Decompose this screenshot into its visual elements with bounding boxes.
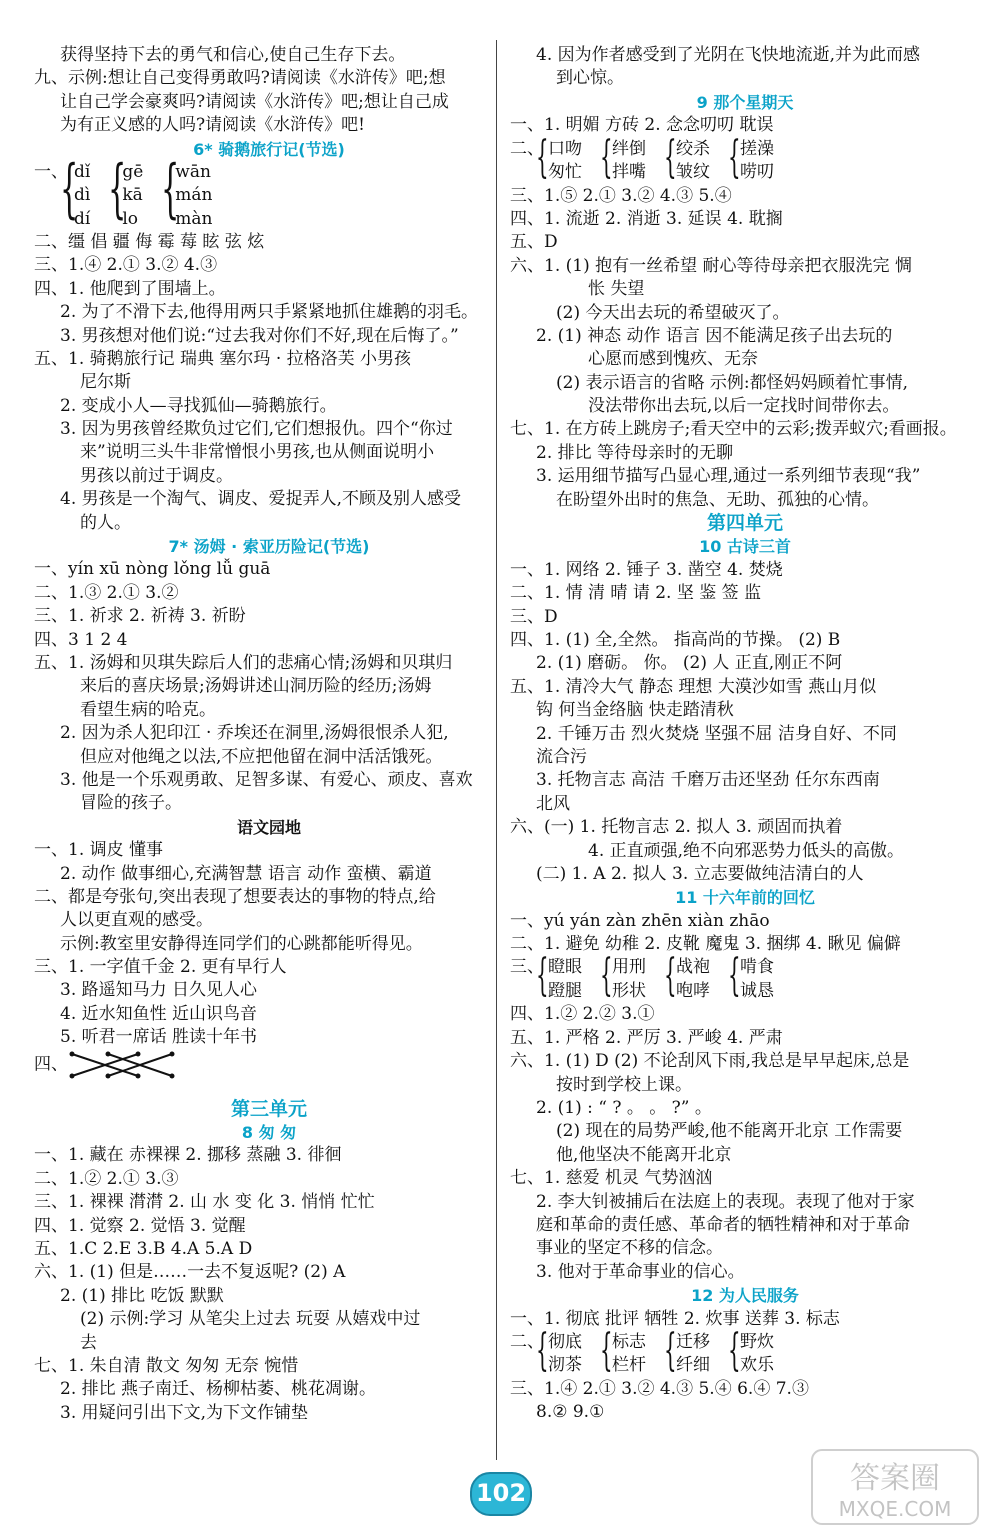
answer-line: 尼尔斯: [80, 372, 131, 393]
stack-item: 野炊: [740, 1331, 774, 1352]
column-divider: [496, 40, 497, 1460]
answer-line: (2) 今天出去玩的希望破灭了。: [556, 302, 790, 323]
answer-line: 庭和革命的责任感、革命者的牺牲精神和对于革命: [536, 1214, 910, 1235]
answer-line: 二、都是夸张句,突出表现了想要表达的事物的特点,给: [34, 886, 436, 907]
brace: {: [664, 950, 677, 1002]
watermark-bottom: MXQE.COM: [838, 1497, 952, 1521]
stack-item: 瞪眼: [548, 957, 582, 978]
answer-line: 四、1. 流逝 2. 消逝 3. 延误 4. 耽搁: [510, 208, 783, 229]
answer-line: 2. (1) 磨砺。 你。 (2) 人 正直,刚正不阿: [536, 653, 843, 674]
match-dot: [70, 1051, 75, 1056]
stack-item: 彻底: [548, 1331, 582, 1352]
answer-label: 一、: [34, 161, 68, 182]
answer-label: 二、: [510, 138, 544, 159]
stack-item: dì: [74, 185, 91, 206]
answer-line: 按时到学校上课。: [556, 1074, 692, 1095]
answer-stack: [548, 1331, 582, 1378]
answer-line: 2. 千锤万击 烈火焚烧 坚强不屈 洁身自好、不同: [536, 723, 897, 744]
answer-line: 一、1. 彻底 批评 牺牲 2. 炊事 送葬 3. 标志: [510, 1308, 840, 1329]
answer-line: 示例:教室里安静得连同学们的心跳都能听得见。: [60, 933, 423, 954]
lesson-heading: 7* 汤姆 · 索亚历险记(节选): [168, 537, 370, 557]
stack-item: 搓澡: [740, 138, 774, 159]
answer-line: 在盼望外出时的焦急、无助、孤独的心情。: [556, 489, 879, 510]
stack-item: 蹬腿: [548, 980, 582, 1001]
matching-question: [34, 1050, 504, 1084]
stack-item: 绊倒: [612, 138, 646, 159]
answer-stack: [740, 1331, 774, 1378]
stack-item: 绞杀: [676, 138, 710, 159]
answer-stack: [175, 161, 212, 231]
stack-item: 口吻: [548, 138, 582, 159]
right-column: [510, 44, 980, 1425]
unit-heading: 第三单元: [230, 1097, 307, 1120]
answer-line: 但应对他绳之以法,不应把他留在洞中活活饿死。: [80, 746, 443, 767]
answer-line: 8.② 9.①: [536, 1402, 605, 1423]
stack-item: 沏茶: [548, 1355, 582, 1376]
answer-line: 4. 男孩是一个淘气、调皮、爱捉弄人,不顾及别人感受: [60, 489, 462, 510]
match-dot: [70, 1073, 75, 1078]
stack-item: 栏杆: [612, 1355, 646, 1376]
match-dot: [170, 1051, 175, 1056]
answer-line: 2. (1) : “ ? 。 。 ?” 。: [536, 1098, 712, 1119]
answer-line: 事业的坚定不移的信念。: [536, 1238, 723, 1259]
answer-line: 看望生病的哈克。: [80, 699, 216, 720]
answer-stack: [740, 138, 774, 185]
answer-line: 三、1.④ 2.① 3.② 4.③ 5.④ 6.④ 7.③: [510, 1378, 809, 1399]
answer-line: 五、1. 骑鹅旅行记 瑞典 塞尔玛 · 拉格洛芙 小男孩: [34, 348, 412, 369]
answer-line: 3. 男孩想对他们说:“过去我对你们不好,现在后悔了。”: [60, 325, 459, 346]
answer-line: 冒险的孩子。: [80, 793, 182, 814]
answer-line: 六、1. (1) D (2) 不论刮风下雨,我总是早早起床,总是: [510, 1051, 910, 1072]
brace: {: [161, 151, 180, 226]
stack-item: 皱纹: [676, 161, 710, 182]
answer-line: 4. 近水知鱼性 近山识鸟音: [60, 1003, 258, 1024]
match-dot: [136, 1073, 141, 1078]
brace: {: [664, 131, 677, 183]
stack-item: wān: [175, 161, 211, 182]
stack-item: 欢乐: [740, 1355, 774, 1376]
answer-line: 3. 用疑问引出下文,为下文作铺垫: [60, 1402, 309, 1423]
stack-item: 迁移: [676, 1331, 710, 1352]
brace: {: [728, 950, 741, 1002]
answer-line: 二、1.② 2.① 3.③: [34, 1168, 179, 1189]
answer-line: 流合污: [536, 746, 587, 767]
answer-line: 的人。: [80, 512, 131, 533]
lesson-heading: 9 那个星期天: [696, 92, 794, 112]
answer-line: 五、1.C 2.E 3.B 4.A 5.A D: [34, 1238, 253, 1259]
answer-line: 2. (1) 神态 动作 语言 因不能满足孩子出去玩的: [536, 325, 893, 346]
answer-line: 三、1.④ 2.① 3.② 4.③: [34, 255, 218, 276]
stack-item: 用刑: [612, 957, 646, 978]
lesson-heading: 8 匆 匆: [241, 1123, 297, 1143]
answer-label: 二、: [510, 1331, 544, 1352]
stack-item: lo: [122, 208, 138, 229]
answer-line: 一、1. 明媚 方砖 2. 念念叨叨 耽误: [510, 115, 774, 136]
answer-line: (2) 示例:学习 从笔尖上过去 玩耍 从嬉戏中过: [80, 1309, 421, 1330]
section-heading: 语文园地: [236, 817, 301, 837]
stack-item: dǐ: [74, 161, 91, 182]
answer-line: (2) 表示语言的省略 示例:都怪妈妈顾着忙事情,: [556, 372, 909, 393]
answer-line: 男孩以前过于调皮。: [80, 465, 233, 486]
answer-line: 让自己学会豪爽吗?请阅读《水浒传》吧;想让自己成: [60, 91, 449, 112]
answer-stack: [740, 956, 774, 1003]
answer-line: 二、1.③ 2.① 3.②: [34, 582, 179, 603]
answer-line: 三、D: [510, 606, 558, 627]
lesson-heading: 11 十六年前的回忆: [675, 888, 815, 908]
match-dot: [170, 1073, 175, 1078]
answer-line: 二、1. 情 清 晴 请 2. 坚 鉴 签 监: [510, 583, 762, 604]
stack-item: màn: [175, 208, 213, 229]
answer-line: 四、1.② 2.② 3.①: [510, 1004, 655, 1025]
answer-line: 3. 他对于革命事业的信心。: [536, 1261, 745, 1282]
answer-line: 4. 正直顽强,绝不向邪恶势力低头的高傲。: [588, 840, 905, 861]
stack-item: 标志: [612, 1331, 646, 1352]
answer-line: 2. 李大钊被捕后在法庭上的表现。表现了他对于家: [536, 1191, 915, 1212]
answer-line: 3. 他是一个乐观勇敢、足智多谋、有爱心、顽皮、喜欢: [60, 769, 473, 790]
answer-line: 三、1. 一字值千金 2. 更有早行人: [34, 957, 287, 978]
matching-lines: [68, 1050, 178, 1080]
watermark-top: 答案圈: [850, 1461, 940, 1496]
answer-line: 2. 为了不滑下去,他得用两只手紧紧地抓住雄鹅的羽毛。: [60, 302, 479, 323]
answer-label: 三、: [510, 957, 544, 978]
brace: {: [536, 131, 549, 183]
answer-group: [510, 1324, 980, 1378]
answer-line: 3. 因为男孩曾经欺负过它们,它们想报仇。四个“你过: [60, 419, 453, 440]
answer-group: [510, 131, 980, 185]
answer-line: 三、1. 裸裸 潸潸 2. 山 水 变 化 3. 悄悄 忙忙: [34, 1192, 375, 1213]
answer-line: 3. 路遥知马力 日久见人心: [60, 980, 258, 1001]
stack-item: 拌嘴: [612, 161, 646, 182]
answer-line: 心愿而感到愧疚、无奈: [588, 349, 758, 370]
answer-line: 他,他坚决不能离开北京: [556, 1144, 732, 1165]
answer-line: 九、示例:想让自己变得勇敢吗?请阅读《水浒传》吧;想: [34, 68, 446, 89]
answer-line: 一、yú yán zàn zhēn xiàn zhāo: [510, 910, 770, 931]
stack-item: 战袍: [676, 957, 710, 978]
answer-line: 五、1. 严格 2. 严厉 3. 严峻 4. 严肃: [510, 1027, 783, 1048]
answer-line: 获得坚持下去的勇气和信心,使自己生存下去。: [60, 45, 406, 65]
brace: {: [108, 151, 127, 226]
answer-line: 六、1. (1) 但是……一去不复返呢? (2) A: [34, 1262, 346, 1283]
answer-line: 怅 失望: [588, 279, 645, 300]
answer-line: 四、1. 觉察 2. 觉悟 3. 觉醒: [34, 1215, 246, 1236]
answer-line: 一、1. 网络 2. 锤子 3. 凿空 4. 焚烧: [510, 559, 783, 580]
answer-stack: [676, 1331, 710, 1378]
answer-line: 四、1. (1) 全,全然。 指高尚的节操。 (2) B: [510, 629, 841, 650]
answer-line: (2) 现在的局势严峻,他不能离开北京 工作需要: [556, 1121, 903, 1142]
answer-line: 二、缰 倡 疆 侮 霉 莓 眩 弦 炫: [34, 231, 265, 252]
answer-line: 四、1. 他爬到了围墙上。: [34, 278, 226, 299]
answer-line: 2. 排比 燕子南迁、杨柳枯萎、桃花凋谢。: [60, 1379, 377, 1400]
answer-line: 七、1. 在方砖上跳房子;看天空中的云彩;拨弄蚁穴;看画报。: [510, 419, 957, 440]
brace: {: [728, 1324, 741, 1376]
lesson-heading: 12 为人民服务: [691, 1286, 799, 1306]
stack-item: 唠叨: [740, 161, 774, 182]
answer-line: 一、1. 藏在 赤裸裸 2. 挪移 蒸融 3. 徘徊: [34, 1145, 342, 1166]
spacer: [34, 1084, 504, 1098]
answer-line: (二) 1. A 2. 拟人 3. 立志要做纯洁清白的人: [536, 863, 864, 884]
answer-line: 北风: [536, 793, 570, 814]
answer-label: 四、: [34, 1054, 68, 1075]
answer-line: 一、1. 调皮 懂事: [34, 840, 164, 861]
answer-line: 六、1. (1) 抱有一丝希望 耐心等待母亲把衣服洗完 惆: [510, 255, 912, 276]
brace: {: [728, 131, 741, 183]
answer-stack: [612, 138, 646, 185]
answer-stack: [612, 956, 646, 1003]
answer-line: 七、1. 朱自清 散文 匆匆 无奈 惋惜: [34, 1355, 299, 1376]
match-dot: [136, 1051, 141, 1056]
answer-line: 五、1. 汤姆和贝琪失踪后人们的悲痛心情;汤姆和贝琪归: [34, 652, 453, 673]
answer-line: 五、1. 清冷大气 静态 理想 大漠沙如雪 燕山月似: [510, 676, 877, 697]
answer-line: 2. 动作 做事细心,充满智慧 语言 动作 蛮横、霸道: [60, 863, 432, 884]
answer-line: 七、1. 慈爱 机灵 气势汹汹: [510, 1168, 713, 1189]
brace: {: [600, 1324, 613, 1376]
lesson-heading: 10 古诗三首: [699, 537, 791, 557]
lesson-heading: 6* 骑鹅旅行记(节选): [193, 139, 345, 159]
watermark-logo: [810, 1448, 980, 1526]
answer-line: 没法带你出去玩,以后一定找时间带你去。: [588, 396, 900, 417]
answer-line: 5. 听君一席话 胜读十年书: [60, 1027, 258, 1048]
answer-line: 一、yín xū nòng lǒng lǚ guā: [34, 559, 271, 580]
answer-line: 二、1. 避免 幼稚 2. 皮靴 魔鬼 3. 捆绑 4. 瞅见 偏僻: [510, 934, 901, 955]
stack-item: 诚恳: [740, 980, 774, 1001]
answer-line: 2. 排比 等待母亲时的无聊: [536, 442, 734, 463]
answer-group: [510, 950, 980, 1003]
answer-line: 钩 何当金络脑 快走踏清秋: [536, 700, 734, 721]
answer-line: 六、(一) 1. 托物言志 2. 拟人 3. 顽固而执着: [510, 817, 843, 838]
match-dot: [106, 1051, 111, 1056]
stack-item: gē: [122, 161, 144, 182]
match-dot: [106, 1073, 111, 1078]
answer-line: 三、1.⑤ 2.① 3.② 4.③ 5.④: [510, 185, 732, 206]
answer-line: 3. 托物言志 高洁 千磨万击还坚劲 任尔东西南: [536, 770, 880, 791]
stack-item: 啃食: [740, 957, 774, 978]
answer-line: 三、1. 祈求 2. 祈祷 3. 祈盼: [34, 606, 246, 627]
answer-line: 2. (1) 排比 吃饭 默默: [60, 1285, 224, 1306]
answer-line: 为有正义感的人吗?请阅读《水浒传》吧!: [60, 115, 365, 136]
stack-item: dí: [74, 208, 91, 229]
answer-line: 3. 运用细节描写凸显心理,通过一系列细节表现“我”: [536, 466, 921, 487]
answer-stack: [548, 138, 582, 185]
stack-item: mán: [175, 185, 213, 206]
answer-stack: [612, 1331, 646, 1378]
answer-line: 人以更直观的感受。: [60, 910, 213, 931]
brace: {: [60, 151, 79, 226]
answer-stack: [676, 956, 710, 1003]
answer-line: 到心惊。: [556, 68, 624, 89]
brace: {: [600, 131, 613, 183]
stack-item: 形状: [612, 980, 646, 1001]
answer-line: 来”说明三头牛非常憎恨小男孩,也从侧面说明小: [80, 442, 435, 463]
left-column: [34, 44, 504, 1425]
brace: {: [536, 1324, 549, 1376]
answer-line: 五、D: [510, 232, 558, 253]
brace: {: [600, 950, 613, 1002]
answer-line: 四、3 1 2 4: [34, 629, 128, 650]
stack-item: kā: [122, 185, 143, 206]
unit-heading: 第四单元: [706, 512, 783, 535]
page-number: 102: [470, 1472, 532, 1516]
answer-stack: [548, 956, 582, 1003]
answer-group: [34, 151, 504, 231]
brace: {: [536, 950, 549, 1002]
answer-line: 2. 因为杀人犯印江 · 乔埃还在洞里,汤姆很恨杀人犯,: [60, 723, 449, 744]
stack-item: 咆哮: [676, 980, 710, 1001]
brace: {: [664, 1324, 677, 1376]
answer-line: 来后的喜庆场景;汤姆讲述山洞历险的经历;汤姆: [80, 676, 432, 697]
answer-line: 去: [80, 1332, 97, 1353]
stack-item: 纤细: [676, 1355, 710, 1376]
answer-stack: [676, 138, 710, 185]
answer-line: 2. 变成小人—寻找狐仙—骑鹅旅行。: [60, 395, 337, 416]
answer-line: 4. 因为作者感受到了光阴在飞快地流逝,并为此而感: [536, 45, 921, 65]
stack-item: 匆忙: [548, 161, 582, 182]
